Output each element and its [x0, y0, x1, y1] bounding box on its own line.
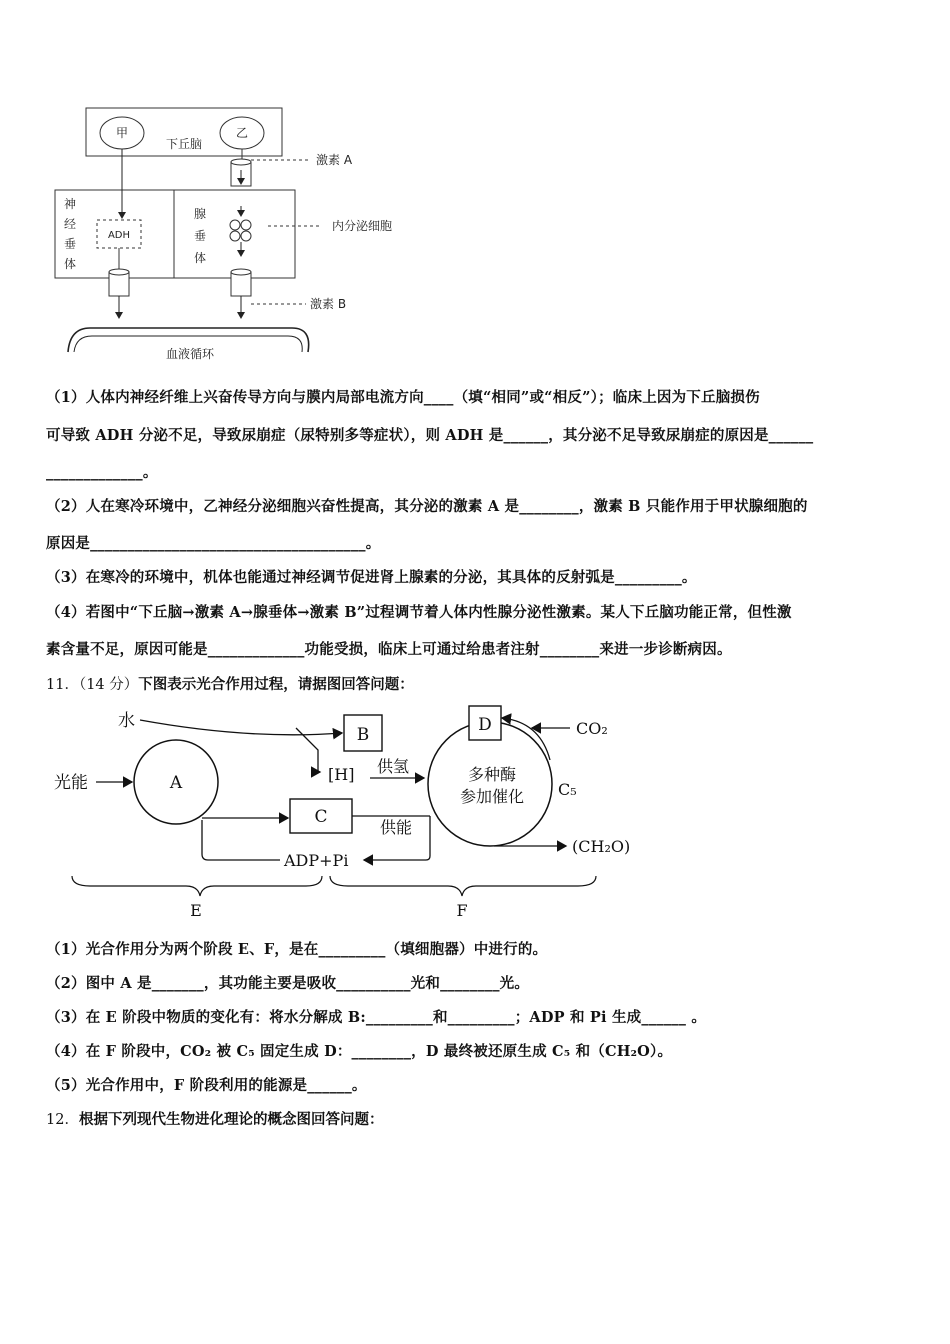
q12-heading [46, 1108, 383, 1129]
hypothalamus-label: 下丘脑 [165, 137, 203, 151]
posterior-char-4: 体 [64, 257, 77, 271]
adp-label: ADP+Pi [284, 851, 349, 870]
adh-label: ADH [107, 230, 131, 241]
c5-label: C₅ [558, 780, 577, 799]
blood-label: 血液循环 [165, 347, 215, 361]
q12-title: 根据下列现代生物进化理论的概念图回答问题： [78, 1111, 384, 1128]
enzyme-line2: 参加催化 [459, 787, 525, 806]
endocrine-cell-label: 内分泌细胞 [332, 219, 393, 233]
stage-e-brace [72, 876, 322, 896]
q10-p1-line3: _____________。 [46, 464, 158, 481]
posterior-char-3: 垂 [64, 237, 77, 251]
q11-p5: （5）光合作用中，F 阶段利用的能源是______。 [46, 1077, 367, 1094]
q11-p1: （1）光合作用分为两个阶段 E、F，是在_________（填细胞器）中进行的。 [46, 941, 548, 958]
q10-p2-line2: 原因是_____________________________________。 [46, 535, 381, 552]
q10-p4-line1: （4）若图中“下丘脑→激素 A→腺垂体→激素 B”过程调节着人体内性腺分泌性激素。某人下丘脑功能正常，但性激 [46, 604, 792, 621]
stage-f-brace [330, 876, 596, 896]
adh-vessel [109, 272, 129, 296]
co2-label: CO₂ [576, 719, 608, 738]
q10-p4-line2: 素含量不足，原因可能是_____________功能受损，临床上可通过给患者注射________来进一步诊断病因。 [46, 641, 732, 658]
q10-p2-line1: （2）人在寒冷环境中，乙神经分泌细胞兴奋性提高，其分泌的激素 A 是________，激素 B 只能作用于甲状腺细胞的 [46, 498, 808, 515]
q11-p4: （4）在 F 阶段中，CO₂ 被 C₅ 固定生成 D：________，D 最终被还原生成 C₅ 和（CH₂O）。 [46, 1043, 673, 1060]
hypothalamus-pituitary-diagram [50, 100, 410, 370]
hormone-b-label: 激素 B [310, 297, 347, 311]
q11-p3: （3）在 E 阶段中物质的变化有：将水分解成 B:_________和_________；ADP 和 Pi 生成______ 。 [46, 1009, 707, 1026]
light-label: 光能 [54, 773, 88, 793]
anterior-char-2: 垂 [194, 229, 207, 243]
photosynthesis-diagram [50, 700, 650, 925]
b-label: B [356, 725, 370, 745]
d-label: D [478, 715, 492, 735]
jia-label: 甲 [115, 126, 129, 140]
q11-score: （14 分） [78, 677, 139, 693]
q11-p2: （2）图中 A 是_______，其功能主要是吸收__________光和________光。 [46, 975, 530, 992]
q12-number: 12． [46, 1112, 79, 1128]
supply-energy-label: 供能 [380, 818, 413, 837]
f-label: F [456, 901, 468, 920]
endocrine-cell-icon [230, 220, 240, 230]
h-label: [H] [328, 765, 355, 784]
e-label: E [190, 901, 202, 920]
anterior-char-1: 腺 [194, 207, 207, 221]
yi-label: 乙 [235, 126, 249, 140]
c-label: C [314, 807, 328, 827]
water-label: 水 [118, 711, 135, 731]
enzyme-line1: 多种酶 [467, 765, 517, 784]
supply-h-label: 供氢 [377, 757, 410, 776]
hormone-b-vessel [231, 272, 251, 296]
q11-title: 下图表示光合作用过程，请据图回答问题： [138, 676, 414, 693]
anterior-char-3: 体 [194, 251, 207, 265]
ch2o-label: (CH₂O) [572, 837, 631, 856]
q10-p1-line2: 可导致 ADH 分泌不足，导致尿崩症（尿特别多等症状），则 ADH 是______，其分泌不足导致尿崩症的原因是______ [46, 427, 814, 444]
pituitary-box [55, 190, 295, 278]
a-label: A [169, 773, 183, 793]
q11-number: 11． [46, 677, 79, 693]
posterior-char-2: 经 [64, 217, 77, 231]
q11-heading [46, 673, 414, 694]
q10-p3: （3）在寒冷的环境中，机体也能通过神经调节促进肾上腺素的分泌，其具体的反射弧是_________。 [46, 569, 697, 586]
posterior-char-1: 神 [64, 197, 77, 211]
q10-p1-line1: （1）人体内神经纤维上兴奋传导方向与膜内局部电流方向____（填“相同”或“相反”）；临床上因为下丘脑损伤 [46, 389, 760, 406]
hormone-a-label: 激素 A [316, 153, 353, 167]
